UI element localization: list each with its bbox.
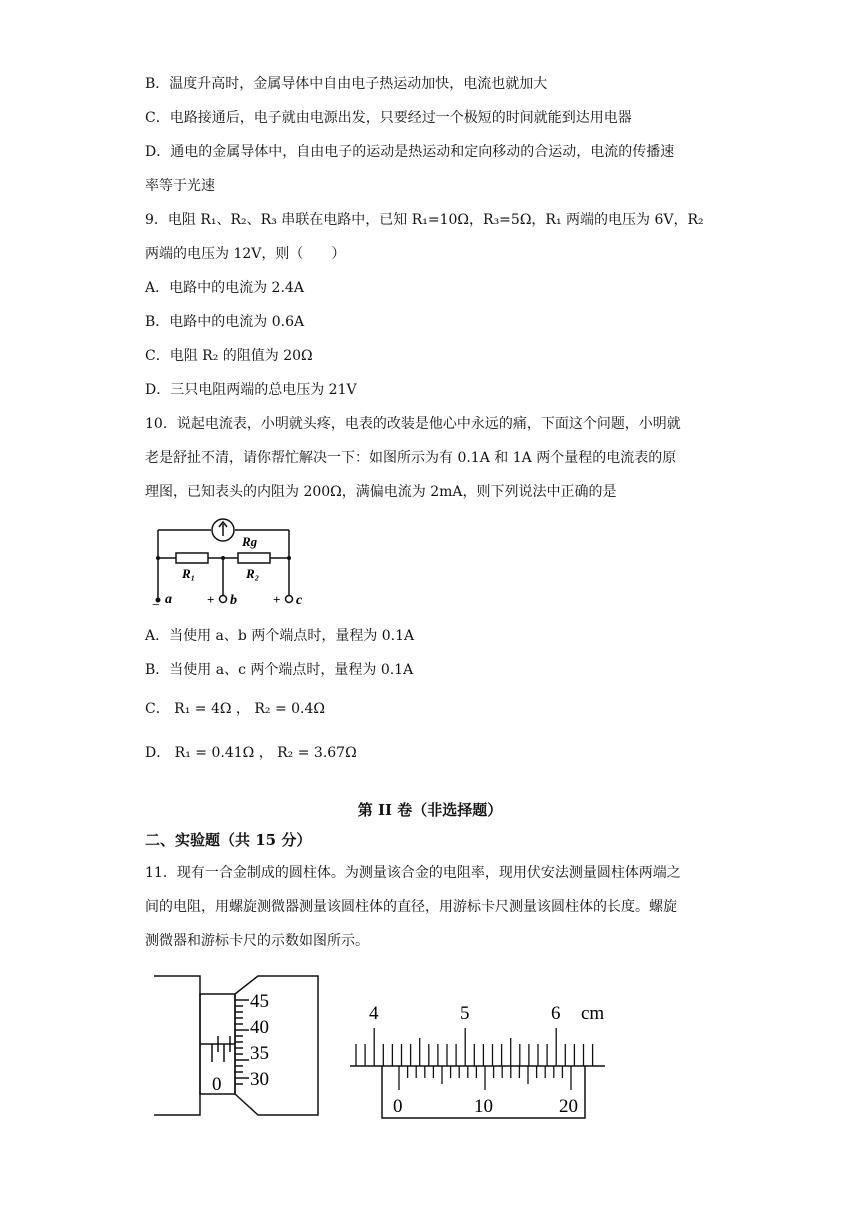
vernier-caliper-diagram: [345, 1000, 615, 1125]
q10-option-d: D． R₁ = 0.41Ω ， R₂ = 3.67Ω: [145, 745, 357, 761]
q9-stem: 9．电阻 R₁、R₂、R₃ 串联在电路中，已知 R₁=10Ω，R₃=5Ω，R₁ 两端的电压为 6V，R₂: [145, 212, 704, 228]
q10-stem: 10．说起电流表，小明就头疼，电表的改装是他心中永远的痛，下面这个问题，小明就: [145, 416, 681, 432]
q10-stem-cont2: 理图，已知表头的内阻为 200Ω，满偏电流为 2mA，则下列说法中正确的是: [145, 484, 617, 500]
terminal-c-plus: +: [273, 592, 281, 607]
micrometer-tick-40: 40: [250, 1017, 269, 1038]
terminal-c-label: c: [296, 593, 303, 608]
micrometer-diagram: [148, 970, 323, 1120]
micrometer-tick-35: 35: [250, 1043, 269, 1064]
ammeter-circuit-diagram: [148, 515, 303, 613]
terminal-b-plus: +: [207, 592, 215, 607]
section-title: 第 II 卷（非选择题）: [357, 801, 503, 819]
label-r2: R₂: [246, 566, 260, 581]
q11-stem-cont1: 间的电阻，用螺旋测微器测量该圆柱体的直径，用游标卡尺测量该圆柱体的长度。螺旋: [145, 899, 677, 915]
micrometer-zero: 0: [212, 1074, 222, 1095]
q8-option-d-cont: 率等于光速: [145, 178, 215, 194]
q11-stem: 11．现有一合金制成的圆柱体。为测量该合金的电阻率，现用伏安法测量圆柱体两端之: [145, 865, 681, 881]
caliper-unit: cm: [581, 1003, 605, 1024]
q8-option-b: B．温度升高时，金属导体中自由电子热运动加快，电流也就加大: [145, 76, 548, 92]
q9-option-a: A．电路中的电流为 2.4A: [145, 280, 304, 296]
caliper-main-4: 4: [369, 1003, 379, 1024]
q9-option-b: B．电路中的电流为 0.6A: [145, 314, 305, 330]
q8-option-c: C．电路接通后，电子就由电源出发，只要经过一个极短的时间就能到达用电器: [145, 110, 632, 126]
q9-option-d: D．三只电阻两端的总电压为 21V: [145, 382, 357, 398]
q8-option-d: D．通电的金属导体中，自由电子的运动是热运动和定向移动的合运动，电流的传播速: [145, 144, 675, 160]
q10-stem-cont1: 老是舒扯不清，请你帮忙解决一下：如图所示为有 0.1A 和 1A 两个量程的电流表的原: [145, 450, 677, 466]
part-heading: 二、实验题（共 15 分）: [145, 831, 312, 849]
terminal-b-label: b: [230, 593, 237, 608]
q11-stem-cont2: 测微器和游标卡尺的示数如图所示。: [145, 933, 369, 949]
q10-option-b: B．当使用 a、c 两个端点时，量程为 0.1A: [145, 662, 414, 678]
label-r1: R₁: [182, 566, 196, 581]
caliper-vernier-20: 20: [559, 1096, 578, 1117]
terminal-a-label: a: [165, 592, 172, 607]
caliper-main-6: 6: [551, 1003, 561, 1024]
caliper-vernier-0: 0: [393, 1096, 403, 1117]
caliper-main-5: 5: [460, 1003, 470, 1024]
label-rg: Rg: [242, 534, 258, 549]
q10-option-a: A．当使用 a、b 两个端点时，量程为 0.1A: [145, 628, 415, 644]
caliper-vernier-10: 10: [474, 1096, 493, 1117]
q9-option-c: C．电阻 R₂ 的阻值为 20Ω: [145, 348, 313, 364]
q9-stem-cont: 两端的电压为 12V，则（ ）: [145, 246, 346, 262]
micrometer-tick-30: 30: [250, 1069, 269, 1090]
terminal-a-minus: −: [152, 598, 160, 613]
q10-option-c: C． R₁ = 4Ω ， R₂ = 0.4Ω: [145, 701, 326, 717]
micrometer-tick-45: 45: [250, 991, 269, 1012]
